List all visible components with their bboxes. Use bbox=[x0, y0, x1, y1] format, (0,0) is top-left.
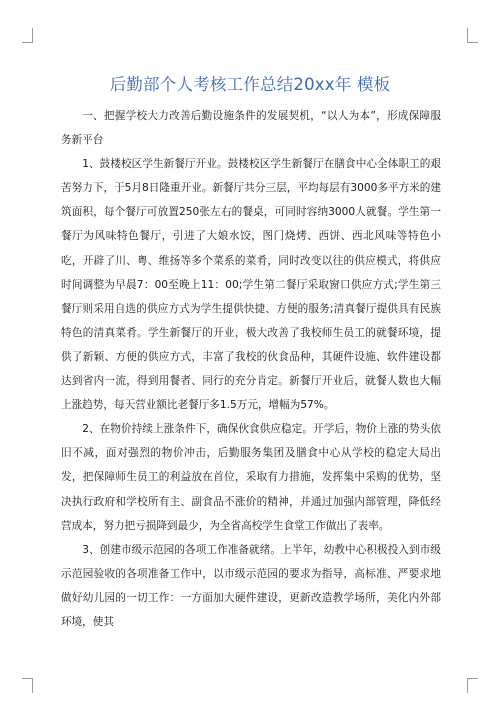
document-body bbox=[61, 104, 441, 634]
paragraph-item-2: 2、在物价持续上涨条件下，确保伙食供应稳定。开学后，物价上涨的势头依旧不减，面对强烈的物价冲击，后勤服务集团及膳食中心从学校的稳定大局出发，把保障师生员工的利益放在首位，采取有力措施，发挥集中采购的优势，坚决执行政府和学校所有主、副食品不涨价的精神，并通过加强内部管理，降低经营成本，努力把亏损降到最少，为全省高校学生食堂工作做出了表率。 bbox=[61, 423, 441, 532]
paragraph-item-1: 1、鼓楼校区学生新餐厅开业。鼓楼校区学生新餐厅在膳食中心全体职工的艰苦努力下，于5月8日隆重开业。新餐厅共分三层，平均每层有3000多平方米的建筑面积，每个餐厅可放置250张左右的餐桌，可同时容纳3000人就餐。学生第一餐厅为风味特色餐厅，引进了大娘水饺，图门烧烤、西饼、西北风味等特色小吃，开辟了川、粤、维扬等多个菜系的菜肴，同时改变以往的供应模式，将供应时间调整为早晨7：00至晚上11：00;学生第二餐厅采取窗口供应方式;学生第三餐厅则采用自选的供应方式为学生提供快捷、方便的服务;清真餐厅提供具有民族特色的清真菜肴。学生新餐厅的开业，极大改善了我校师生员工的就餐环境，提供了新颖、方便的供应方式，丰富了我校的伙食品种，其硬件设施、软件建设都达到省内一流，得到用餐者、同行的充分肯定。新餐厅开业后，就餐人数也大幅上涨趋势，每天营业额比老餐厅多1.5万元，增幅为57%。 bbox=[61, 158, 441, 412]
paragraph-section-heading: 一、把握学校大力改善后勤设施条件的发展契机，“以人为本”，形成保障服务新平台 bbox=[61, 110, 441, 147]
paragraph-item-3: 3、创建市级示范园的各项工作准备就绪。上半年，幼教中心积极投入到市级示范园验收的各项准备工作中，以市级示范园的要求为指导，高标准、严要求地做好幼儿园的一切工作：一方面加大硬件建设，更新改造教学场所，美化内外部环境，使其 bbox=[61, 543, 441, 628]
crop-mark-bottom-right bbox=[467, 678, 478, 693]
crop-mark-bottom-left bbox=[22, 678, 33, 693]
crop-mark-top-right bbox=[467, 28, 478, 43]
crop-mark-top-left bbox=[22, 28, 33, 43]
document-title: 后勤部个人考核工作总结20xx年 模板 bbox=[109, 75, 391, 95]
